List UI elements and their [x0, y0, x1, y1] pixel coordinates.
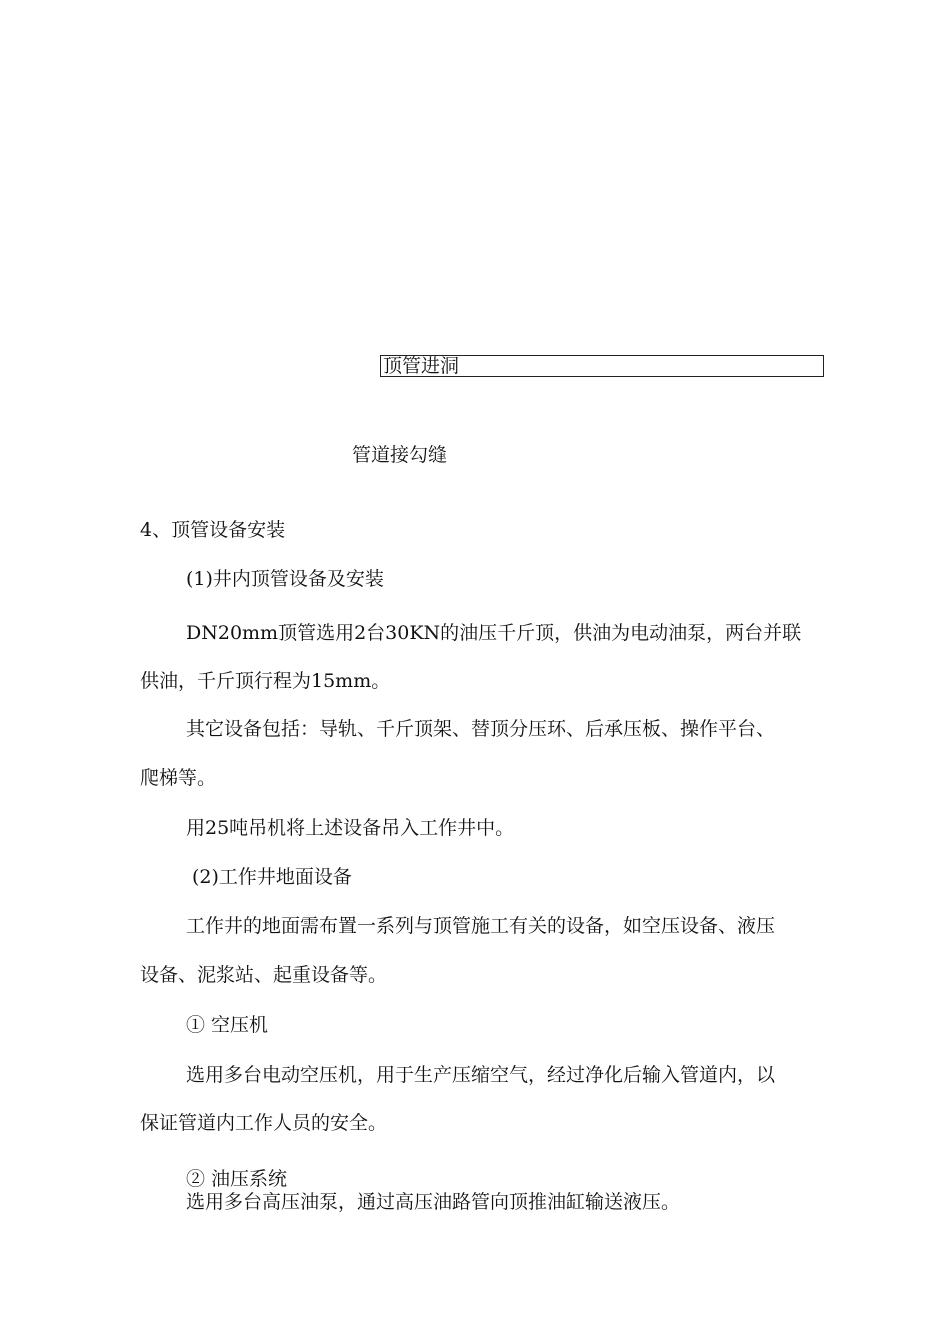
sub1-para2-line2: 爬梯等。 [140, 767, 217, 789]
item-1-line2: 保证管道内工作人员的安全。 [140, 1112, 388, 1134]
sub2-para1-line1: 工作井的地面需布置一系列与顶管施工有关的设备，如空压设备、液压 [186, 915, 776, 937]
sub1-para1-line1: DN20mm顶管选用2台30KN的油压千斤顶，供油为电动油泵，两台并联 [186, 622, 802, 644]
item-1-line1: 选用多台电动空压机，用于生产压缩空气，经过净化后输入管道内，以 [186, 1064, 776, 1086]
item-2-line1: 选用多台高压油泵，通过高压油路管向顶推油缸输送液压。 [186, 1191, 681, 1213]
item-1-title: ① 空压机 [186, 1014, 269, 1036]
figure-caption: 管道接勾缝 [352, 444, 448, 466]
sub1-para2-line1: 其它设备包括：导轨、千斤顶架、替顶分压环、后承压板、操作平台、 [186, 718, 776, 740]
section-heading: 4、顶管设备安装 [140, 519, 286, 541]
sub2-para1-line2: 设备、泥浆站、起重设备等。 [140, 964, 388, 986]
figure-boxed-label: 顶管进洞 [380, 355, 824, 377]
sub1-para3: 用25吨吊机将上述设备吊入工作井中。 [186, 817, 515, 839]
item-2-title: ② 油压系统 [186, 1168, 288, 1190]
subsection-2-title: (2)工作井地面设备 [192, 866, 352, 888]
subsection-1-title: (1)井内顶管设备及安装 [186, 568, 384, 590]
sub1-para1-line2: 供油，千斤顶行程为15mm。 [140, 670, 391, 692]
